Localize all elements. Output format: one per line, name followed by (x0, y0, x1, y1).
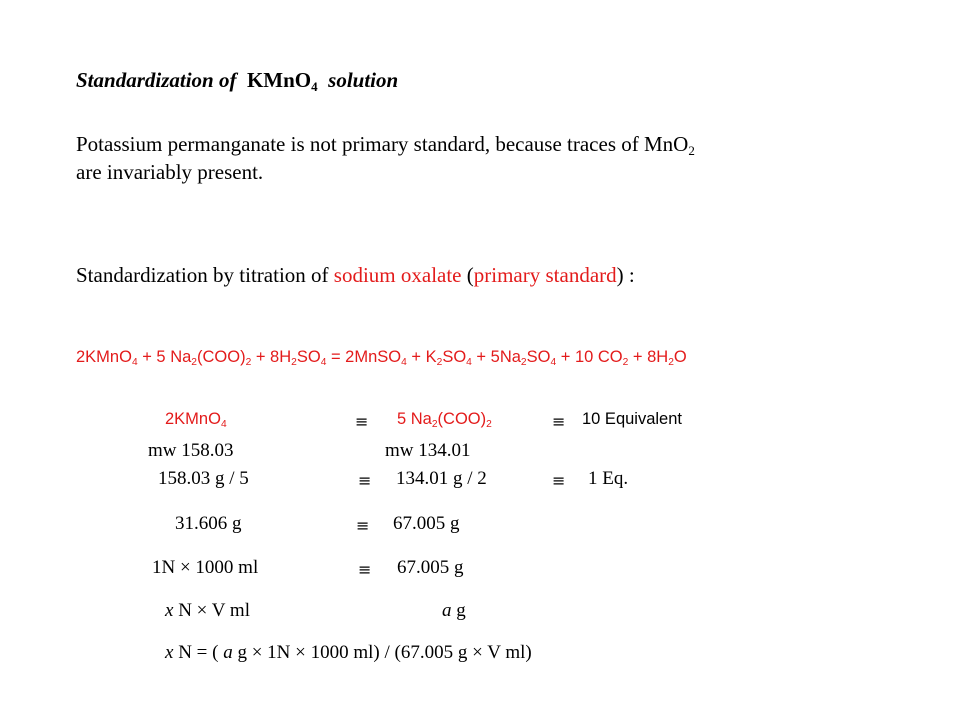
intro-paragraph (76, 130, 695, 186)
reaction-subscript: 4 (401, 357, 407, 369)
unknown-normality: x N × V ml (165, 600, 250, 621)
reaction-term: SO (526, 348, 551, 366)
primary-standard-text: primary standard (473, 263, 617, 287)
equivalent-label: 10 Equivalent (582, 410, 682, 428)
reaction-subscript: 2 (668, 357, 674, 369)
reaction-term: + K (406, 348, 437, 366)
sodium-oxalate-text: sodium oxalate (333, 263, 462, 287)
normality-formula: x N = ( a g × 1N × 1000 ml) / (67.005 g × V ml) (165, 642, 532, 663)
oxalate-label: 5 $Na_2(COO)_2$ (397, 410, 492, 431)
reaction-term: + 5Na (471, 348, 521, 366)
kmno4-label: 2KMnO$_4$ (165, 410, 227, 431)
reaction-term: SO (296, 348, 321, 366)
oxalate-mass: 67.005 g (393, 513, 460, 534)
reaction-subscript: 2 (622, 357, 629, 369)
reaction-term: SO (442, 348, 467, 366)
intro-line-2: are invariably present. (76, 160, 264, 184)
unknown-mass: a g (442, 600, 466, 621)
equiv-symbol: ≡ (358, 471, 372, 490)
reaction-term: 2KMnO (76, 348, 132, 366)
title-prefix: Standardization of (76, 68, 237, 92)
reaction-subscript: 4 (320, 357, 327, 369)
equiv-symbol: ≡ (552, 412, 566, 431)
reaction-subscript: 4 (131, 357, 138, 369)
reaction-equation (76, 348, 687, 367)
reaction-term: O (673, 348, 687, 366)
title-suffix: solution (328, 68, 399, 92)
slide-title (76, 68, 398, 93)
standardization-line: Standardization by titration of sodium oxalate (primary standard) : (76, 263, 635, 287)
kmno4-mass: 31.606 g (175, 513, 242, 534)
one-eq-label: 1 Eq. (588, 468, 629, 489)
equiv-symbol: ≡ (355, 412, 369, 431)
equiv-symbol: ≡ (356, 516, 370, 535)
mw-oxalate: mw 134.01 (385, 440, 471, 461)
reaction-subscript: 2 (291, 357, 297, 369)
equiv-symbol: ≡ (552, 471, 566, 490)
reaction-term: + 5 Na (137, 348, 192, 366)
reaction-term: (COO) (196, 348, 246, 366)
mw-kmno4: mw 158.03 (148, 440, 234, 461)
normality-volume: 1N × 1000 ml (152, 557, 259, 578)
oxalate-eq-weight: 134.01 g / 2 (396, 468, 487, 489)
reaction-term: + 10 CO (556, 348, 623, 366)
kmno4-eq-weight: 158.03 g / 5 (158, 468, 249, 489)
intro-line-1: Potassium permanganate is not primary standard, because traces of MnO$_2$ (76, 132, 695, 158)
reaction-subscript: 2 (436, 357, 443, 369)
reaction-term: = 2MnSO (326, 348, 402, 366)
reaction-subscript: 4 (466, 357, 472, 369)
reaction-subscript: 2 (191, 357, 197, 369)
reaction-subscript: 2 (520, 357, 527, 369)
reaction-term: + 8H (628, 348, 669, 366)
oxalate-mass-2: 67.005 g (397, 557, 464, 578)
reaction-subscript: 4 (550, 357, 557, 369)
equiv-symbol: ≡ (358, 560, 372, 579)
title-formula: KMnO$_4$ (246, 68, 318, 94)
reaction-term: + 8H (251, 348, 292, 366)
reaction-subscript: 2 (245, 357, 252, 369)
